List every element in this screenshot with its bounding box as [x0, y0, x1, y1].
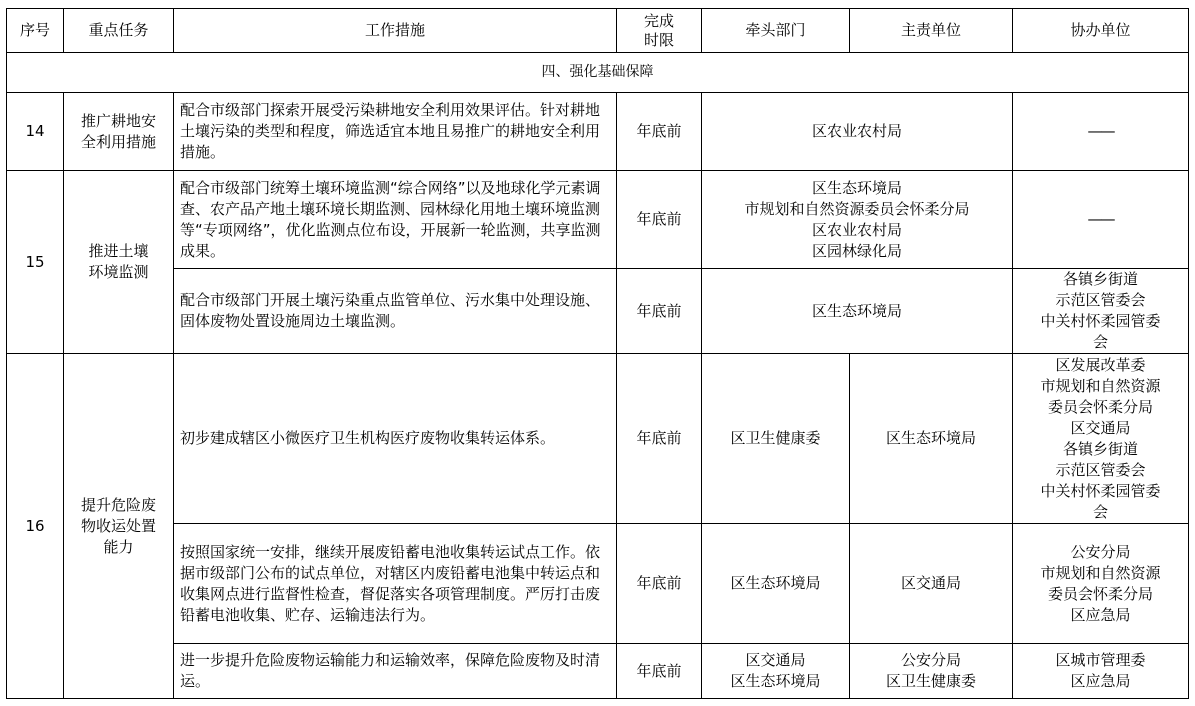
- header-row: [7, 9, 1189, 53]
- table-row: [7, 269, 1189, 354]
- row-measure: 进一步提升危险废物运输能力和运输效率，保障危险废物及时清运。: [174, 644, 617, 699]
- row-lead-responsible: 区农业农村局: [702, 93, 1013, 171]
- row-measure: 配合市级部门探索开展受污染耕地安全利用效果评估。针对耕地土壤污染的类型和程度，筛选适宜本地且易推广的耕地安全利用措施。: [174, 93, 617, 171]
- row-lead: 区卫生健康委: [702, 354, 850, 524]
- table-row: [7, 644, 1189, 699]
- row-task: 推进土壤 环境监测: [64, 171, 174, 354]
- row-task: 推广耕地安 全利用措施: [64, 93, 174, 171]
- row-lead: 区生态环境局: [702, 524, 850, 644]
- row-measure: 配合市级部门开展土壤污染重点监管单位、污水集中处理设施、固体废物处置设施周边土壤监测。: [174, 269, 617, 354]
- row-responsible: 区生态环境局: [850, 354, 1013, 524]
- row-measure: 配合市级部门统筹土壤环境监测“综合网络”以及地球化学元素调查、农产品产地土壤环境长期监测、园林绿化用地土壤环境监测等“专项网络”，优化监测点位布设，开展新一轮监测，共享监测成果。: [174, 171, 617, 269]
- row-lead-responsible: 区生态环境局 市规划和自然资源委员会怀柔分局 区农业农村局 区园林绿化局: [702, 171, 1013, 269]
- table-row: [7, 171, 1189, 269]
- row-deadline: 年底前: [617, 354, 702, 524]
- task-table: [6, 8, 1189, 699]
- row-deadline: 年底前: [617, 644, 702, 699]
- row-lead: 区交通局 区生态环境局: [702, 644, 850, 699]
- header-seq: 序号: [7, 9, 64, 53]
- row-seq: 14: [7, 93, 64, 171]
- row-measure: 按照国家统一安排，继续开展废铅蓄电池收集转运试点工作。依据市级部门公布的试点单位，对辖区内废铅蓄电池集中转运点和收集网点进行监督性检查，督促落实各项管理制度。严厉打击废铅蓄电池收集、贮存、运输违法行为。: [174, 524, 617, 644]
- section-row: [7, 53, 1189, 93]
- header-lead: 牵头部门: [702, 9, 850, 53]
- header-assist: 协办单位: [1013, 9, 1189, 53]
- row-assist: ——: [1013, 93, 1189, 171]
- row-assist: 各镇乡街道 示范区管委会 中关村怀柔园管委 会: [1013, 269, 1189, 354]
- row-responsible: 公安分局 区卫生健康委: [850, 644, 1013, 699]
- row-deadline: 年底前: [617, 171, 702, 269]
- row-responsible: 区交通局: [850, 524, 1013, 644]
- row-assist: ——: [1013, 171, 1189, 269]
- row-deadline: 年底前: [617, 524, 702, 644]
- row-deadline: 年底前: [617, 93, 702, 171]
- table-row: [7, 354, 1189, 524]
- row-seq: 15: [7, 171, 64, 354]
- row-assist: 区发展改革委 市规划和自然资源 委员会怀柔分局 区交通局 各镇乡街道 示范区管委会 中关村怀柔园管委 会: [1013, 354, 1189, 524]
- row-assist: 公安分局 市规划和自然资源 委员会怀柔分局 区应急局: [1013, 524, 1189, 644]
- header-responsible: 主责单位: [850, 9, 1013, 53]
- row-task: 提升危险废 物收运处置 能力: [64, 354, 174, 699]
- row-measure: 初步建成辖区小微医疗卫生机构医疗废物收集转运体系。: [174, 354, 617, 524]
- row-assist: 区城市管理委 区应急局: [1013, 644, 1189, 699]
- header-measure: 工作措施: [174, 9, 617, 53]
- row-deadline: 年底前: [617, 269, 702, 354]
- section-title: 四、强化基础保障: [7, 53, 1189, 93]
- row-lead-responsible: 区生态环境局: [702, 269, 1013, 354]
- header-deadline: 完成 时限: [617, 9, 702, 53]
- row-seq: 16: [7, 354, 64, 699]
- table-row: [7, 524, 1189, 644]
- table-row: [7, 93, 1189, 171]
- header-task: 重点任务: [64, 9, 174, 53]
